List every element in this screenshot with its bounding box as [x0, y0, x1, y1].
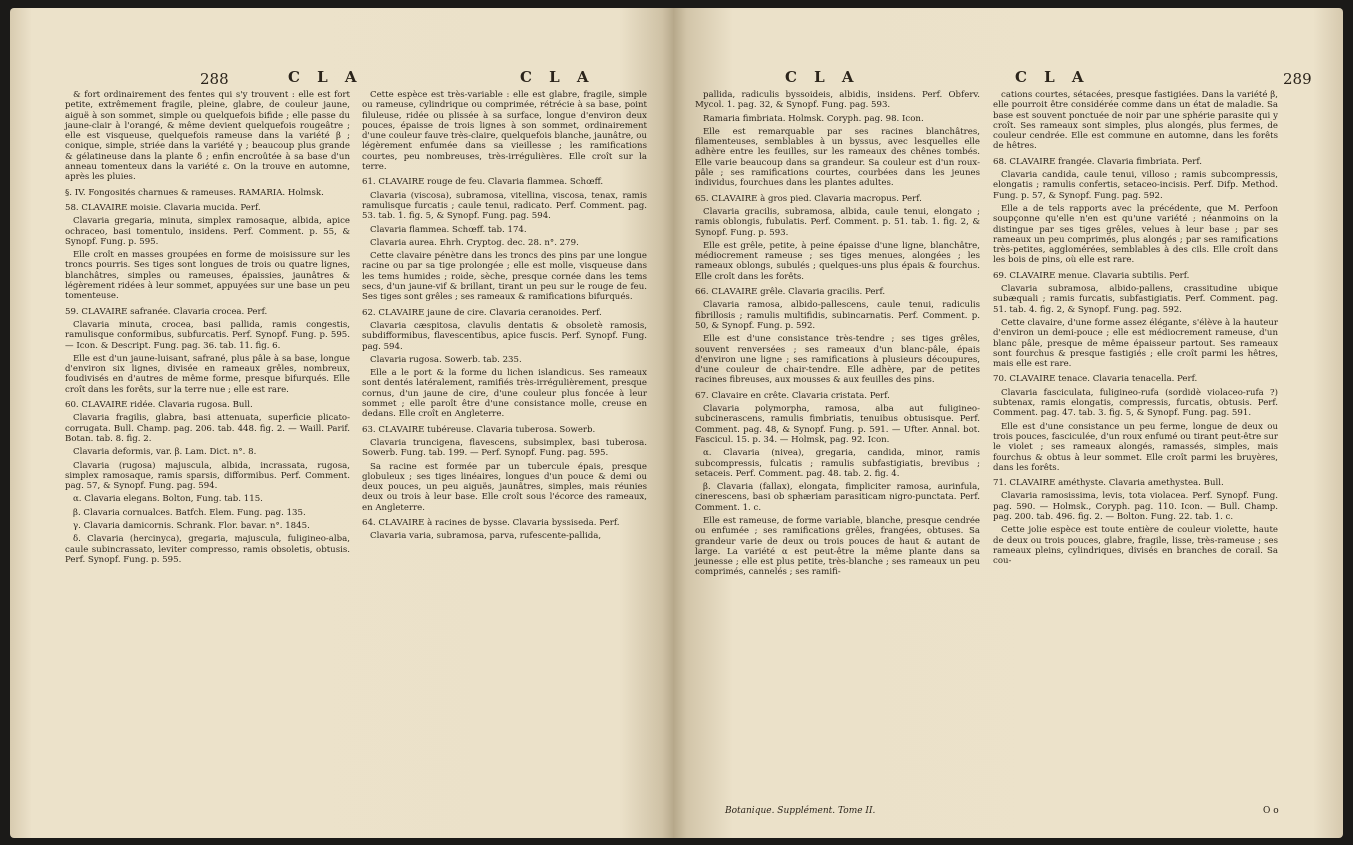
- paragraph: Clavaria flammea. Schœff. tab. 174.: [370, 224, 527, 235]
- paragraph: Sa racine est formée par un tubercule épais, presque globuleux ; ses tiges linéaires, longues d'un pouce & demi ou deux pouces, un peu aiguës, jaunâtres, simples, mais réunies deux ou trois à leur base. Elle croît sous l'écorce des rameaux, en Angleterre.: [362, 461, 647, 513]
- paragraph: Clavaria polymorpha, ramosa, alba aut fuligineo-subcinerascens, ramulis fimbriatis, tenuibus obtusisque. Perf. Comment. pag. 48, & Synopf. Fung. p. 591. — Ufter. Annal. bot. Fascicul. 15. p. 34. — Holmsk, pag. 92. Icon.: [695, 404, 980, 445]
- paragraph: 71. CLAVAIRE améthyste. Clavaria amethystea. Bull.: [993, 478, 1224, 489]
- paragraph: Clavaria ramosissima, levis, tota violacea. Perf. Synopf. Fung. pag. 590. — Holmsk., Coryph. pag. 110. Icon. — Bull. Champ. pag. 200. tab. 496. fig. 2. — Bolton. Fung. 22. tab. 1. c.: [993, 491, 1278, 522]
- paragraph: Elle est d'un jaune-luisant, safrané, plus pâle à sa base, longue d'environ six lignes, divisée en rameaux grêles, nombreux, foudivisés en d'autres de même forme, presque bifurqués. Elle croît dans les forêts, sur la terre nue ; elle est rare.: [65, 353, 350, 395]
- paragraph: Clavaria fasciculata, fuligineo-rufa (sordidè violaceo-rufa ?) subtenax, ramis elongatis, compressis, furcatis, obtusis. Perf. Comment. pag. 47. tab. 3. fig. 5, & Synopf. Fung. pag. 591.: [993, 387, 1278, 419]
- paragraph: β. Clavaria cornualces. Batfch. Elem. Fung. pag. 135.: [73, 507, 306, 518]
- page-number-left: 288: [200, 70, 229, 88]
- paragraph: Clavaria ramosa, albido-pallescens, caule tenui, radiculis fibrillosis ; ramulis multifidis, subincarnatis. Perf. Comment. p. 50, & Synopf. Fung. p. 592.: [695, 300, 980, 331]
- paragraph: Clavaria cæspitosa, clavulis dentatis & obsoletè ramosis, subdifformibus, flavescentibus, apice fuscis. Perf. Synopf. Fung. pag. 594.: [362, 320, 647, 352]
- paragraph: cations courtes, sétacées, presque fastigiées. Dans la variété β, elle pourroit être considérée comme dans un état de maladie. Sa base est souvent ponctuée de noir par une sphérie parasite qui y croît. Ses rameaux sont simples, plus alongés, plus fermes, de couleur cendrée. Elle est commune en automne, dans les forêts de hêtres.: [993, 90, 1278, 152]
- paragraph: α. Clavaria (nivea), gregaria, candida, minor, ramis subcompressis, fulcatis ; ramulis subfastigiatis, brevibus ; setaceis. Perf. Comment. pag. 48. tab. 2. fig. 4.: [695, 448, 980, 479]
- paragraph: δ. Clavaria (hercinyca), gregaria, majuscula, fuligineo-alba, caule subincrassato, leviter compresso, ramis obsoletis, obtusis. Perf. Synopf. Fung. p. 595.: [65, 534, 350, 565]
- paragraph: Clavaria (rugosa) majuscula, albida, incrassata, rugosa, simplex ramosaque, ramis sparsis, difformibus. Perf. Comment. pag. 57, & Synopf. Fung. pag. 594.: [65, 460, 350, 492]
- paragraph: Clavaria varia, subramosa, parva, rufescente-pallida,: [370, 531, 602, 542]
- paragraph: 60. CLAVAIRE ridée. Clavaria rugosa. Bull.: [65, 400, 253, 411]
- paragraph: 67. Clavaire en crête. Clavaria cristata. Perf.: [695, 390, 890, 401]
- paragraph: Elle a le port & la forme du lichen islandicus. Ses rameaux sont dentés latéralement, ramifiés très-irrégulièrement, presque cornus, d'un jaune de cire, d'une couleur plus foncée à leur sommet ; elle paroît être d'une consistance molle, creuse en dedans. Elle croît en Angleterre.: [362, 368, 647, 420]
- running-header-left-2: C L A: [520, 68, 595, 86]
- paragraph: Elle est grêle, petite, à peine épaisse d'une ligne, blanchâtre, médiocrement rameuse ; ses tiges menues, alongées ; les rameaux oblongs, subulés ; quelques-uns plus épais & fourchus. Elle croît dans les forêts.: [695, 240, 980, 282]
- left-column-1: [65, 90, 350, 568]
- paragraph: Clavaria rugosa. Sowerb. tab. 235.: [370, 354, 522, 365]
- paragraph: α. Clavaria elegans. Bolton, Fung. tab. 115.: [73, 494, 263, 505]
- paragraph: Cette clavaire, d'une forme assez élégante, s'élève à la hauteur d'environ un demi-pouce ; elle est médiocrement rameuse, d'un blanc pâle, presque de même épaisseur partout. Ses rameaux sont fourchus & presque fastigiés ; elle croît parmi les hêtres, mais elle est rare.: [993, 317, 1278, 370]
- paragraph: Clavaria candida, caule tenui, villoso ; ramis subcompressis, elongatis ; ramulis confertis, setaceo-incisis. Perf. Difp. Method. Fung. p. 57, & Synopf. Fung. pag. 592.: [993, 170, 1278, 201]
- running-header-right-1: C L A: [785, 68, 860, 86]
- paragraph: Clavaria deformis, var. β. Lam. Dict. n°. 8.: [73, 447, 257, 458]
- running-header-left-1: C L A: [288, 68, 363, 86]
- open-book: [10, 8, 1343, 838]
- paragraph: Elle est d'une consistance très-tendre ; ses tiges grêles, souvent renversées ; ses rameaux d'un blanc-pâle, épais d'environ une ligne ; ses ramifications à plusieurs découpures, d'une couleur de chair-tendre. Elle adhère, par de petites racines fibreuses, aux mousses & aux feuilles des pins.: [695, 334, 980, 386]
- paragraph: 65. CLAVAIRE à gros pied. Clavaria macropus. Perf.: [695, 193, 922, 204]
- page-number-right: 289: [1283, 70, 1312, 88]
- paragraph: pallida, radiculis byssoideis, albidis, insidens. Perf. Obferv. Mycol. 1. pag. 32, & Synopf. Fung. pag. 593.: [695, 90, 980, 111]
- paragraph: Clavaria gracilis, subramosa, albida, caule tenui, elongato ; ramis oblongis, fubulatis. Perf. Comment. p. 51. tab. 1. fig. 2, & Synopf. Fung. p. 593.: [695, 206, 980, 238]
- left-page: [10, 8, 673, 838]
- paragraph: Clavaria (viscosa), subramosa, vitellina, viscosa, tenax, ramis ramulisque furcatis ; caule tenui, radicato. Perf. Comment. pag. 53. tab. 1. fig. 5, & Synopf. Fung. pag. 594.: [362, 190, 647, 222]
- paragraph: γ. Clavaria damicornis. Schrank. Flor. bavar. n°. 1845.: [73, 520, 310, 531]
- paragraph: Elle est rameuse, de forme variable, blanche, presque cendrée ou enfumée ; ses ramifications grêles, frangées, obtuses. Sa grandeur varie de deux ou trois pouces de haut & autant de large. La variété α est peut-être la même plante dans sa jeunesse ; elle est plus petite, très-blanche ; ses rameaux un peu comprimés, cannelés ; ses ramifi-: [695, 515, 980, 578]
- paragraph: 66. CLAVAIRE grêle. Clavaria gracilis. Perf.: [695, 287, 886, 298]
- paragraph: Clavaria subramosa, albido-pallens, crassitudine ubique subæquali ; ramis furcatis, subfastigiatis. Perf. Comment. pag. 51. tab. 4. fig. 2, & Synopf. Fung. pag. 592.: [993, 284, 1278, 315]
- paragraph: 63. CLAVAIRE tubéreuse. Clavaria tuberosa. Sowerb.: [362, 424, 596, 435]
- paragraph: Elle a de tels rapports avec la précédente, que M. Perfoon soupçonne qu'elle n'en est qu'une variété ; néanmoins on la distingue par ses tiges grêles, velues à leur base ; par ses rameaux un peu comprimés, plus alongés ; par ses ramifications très-petites, agglomérées, semblables à des cils. Elle croît dans les bois de pins, où elle est rare.: [993, 203, 1278, 266]
- paragraph: 61. CLAVAIRE rouge de feu. Clavaria flammea. Schœff.: [362, 177, 604, 188]
- paragraph: 62. CLAVAIRE jaune de cire. Clavaria ceranoides. Perf.: [362, 307, 602, 318]
- paragraph: Elle est d'une consistance un peu ferme, longue de deux ou trois pouces, fasciculée, d'un roux enfumé ou tirant peut-être sur le violet ; ses rameaux alongés, ramassés, simples, mais fourchus & obtus à leur sommet. Elle croît parmi les bruyères, dans les forêts.: [993, 421, 1278, 473]
- paragraph: Cette jolie espèce est toute entière de couleur violette, haute de deux ou trois pouces, glabre, fragile, lisse, très-rameuse ; ses rameaux pleins, cylindriques, divisés en branches de corail. Sa cou-: [993, 525, 1278, 567]
- paragraph: Clavaria gregaria, minuta, simplex ramosaque, albida, apice ochraceo, basi tomentulo, insidens. Perf. Comment. p. 55, & Synopf. Fung. p. 595.: [65, 216, 350, 247]
- footer-signature-line: Botanique. Supplément. Tome II.: [725, 806, 876, 816]
- signature-mark: O o: [1263, 806, 1279, 816]
- paragraph: Clavaria truncigena, flavescens, subsimplex, basi tuberosa. Sowerb. Fung. tab. 199. — Perf. Synopf. Fung. pag. 595.: [362, 437, 647, 459]
- paragraph: Elle croît en masses groupées en forme de moisissure sur les troncs pourris. Ses tiges sont longues de trois ou quatre lignes, blanchâtres, simples ou rameuses, épaissies, jaunâtres & légèrement ridées à leur sommet, appuyées sur une base un peu tomenteuse.: [65, 250, 350, 302]
- paragraph: Clavaria minuta, crocea, basi pallida, ramis congestis, ramulisque conformibus, subfurcatis. Perf. Synopf. Fung. p. 595. — Icon. & Descript. Fung. pag. 36. tab. 11. fig. 6.: [65, 319, 350, 351]
- running-header-right-2: C L A: [1015, 68, 1090, 86]
- paragraph: 68. CLAVAIRE frangée. Clavaria fimbriata. Perf.: [993, 156, 1202, 167]
- paragraph: & fort ordinairement des fentes qui s'y trouvent : elle est fort petite, extrêmement fragile, pleine, glabre, de couleur jaune, aiguë à son sommet, simple ou quelquefois bifide ; elle passe du jaune-clair à l'orangé, & même devient quelquefois rougeâtre ; elle est visqueuse, quelquefois rameuse dans la variété β ; conique, simple, striée dans la variété γ ; beaucoup plus grande & gélatineuse dans la plante δ ; enfin encroûtée à sa base d'un anneau tomenteux dans la variété ε. On la trouve en automne, après les pluies.: [65, 90, 350, 183]
- paragraph: Clavaria aurea. Ehrh. Cryptog. dec. 28. n°. 279.: [370, 237, 579, 248]
- paragraph: Elle est remarquable par ses racines blanchâtres, filamenteuses, semblables à un byssus, avec lesquelles elle adhère entre les feuilles, sur les rameaux des chênes tombés. Elle varie beaucoup dans sa grandeur. Sa couleur est d'un roux-pâle ; ses ramifications courtes, courbées dans les jeunes individus, fourchues dans les plantes adultes.: [695, 126, 980, 189]
- paragraph: Ramaria fimbriata. Holmsk. Coryph. pag. 98. Icon.: [703, 113, 924, 124]
- paragraph: 64. CLAVAIRE à racines de bysse. Clavaria byssiseda. Perf.: [362, 517, 620, 528]
- paragraph: β. Clavaria (fallax), elongata, fimpliciter ramosa, aurinfula, cinerescens, basi ob sphæriam parasiticam nigro-punctata. Perf. Comment. 1. c.: [695, 482, 980, 513]
- paragraph: Clavaria fragilis, glabra, basi attenuata, superficie plicato-corrugata. Bull. Champ. pag. 206. tab. 448. fig. 2. — Waill. Parif. Botan. tab. 8. fig. 2.: [65, 413, 350, 444]
- left-column-2: [362, 90, 647, 545]
- paragraph: §. IV. Fongosités charnues & rameuses. RAMARIA. Holmsk.: [65, 187, 324, 198]
- right-column-1: [695, 90, 980, 581]
- paragraph: Cette clavaire pénètre dans les troncs des pins par une longue racine ou par sa tige prolongée ; elle est molle, visqueuse dans les tems humides ; roide, sèche, presque cornée dans les tems secs, d'un jaune-vif & brillant, tirant un peu sur le rouge de feu. Ses tiges sont grêles ; ses rameaux & ramifications bifurqués.: [362, 251, 647, 303]
- paragraph: 69. CLAVAIRE menue. Clavaria subtilis. Perf.: [993, 270, 1190, 281]
- right-column-2: [993, 90, 1278, 569]
- paragraph: 58. CLAVAIRE moisie. Clavaria mucida. Perf.: [65, 202, 261, 213]
- paragraph: 70. CLAVAIRE tenace. Clavaria tenacella. Perf.: [993, 374, 1198, 385]
- paragraph: Cette espèce est très-variable : elle est glabre, fragile, simple ou rameuse, cylindrique ou comprimée, rétrécie à sa base, point filuleuse, ridée ou plissée à sa surface, longue d'environ deux pouces, épaisse de trois lignes à son sommet, ordinairement d'une couleur fauve très-claire, quelquefois blanche, jaunâtre, ou légèrement enfumée dans sa vieillesse ; les ramifications courtes, peu nombreuses, très-irrégulières. Elle croît sur la terre.: [362, 90, 647, 173]
- right-page: [673, 8, 1343, 838]
- paragraph: 59. CLAVAIRE safranée. Clavaria crocea. Perf.: [65, 306, 268, 317]
